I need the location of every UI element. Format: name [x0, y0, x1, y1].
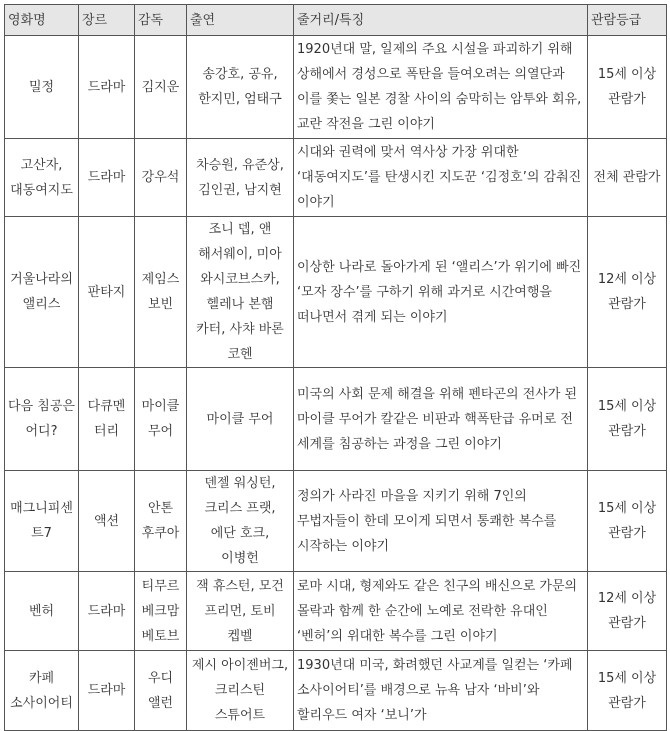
- movie-cast: 마이클 무어: [187, 368, 294, 471]
- movie-cast: 잭 휴스턴, 모건 프리먼, 토비 켑벨: [187, 572, 294, 651]
- movie-director: 강우석: [135, 139, 187, 217]
- movie-synopsis: 미국의 사회 문제 해결을 위해 펜타곤의 전사가 된 마이클 무어가 칼같은 비판과 핵폭탄급 유머로 전 세계를 침공하는 과정을 그린 이야기: [294, 368, 588, 471]
- movie-title: 벤허: [5, 572, 79, 651]
- movie-genre: 드라마: [79, 139, 135, 217]
- movie-genre: 액션: [79, 471, 135, 572]
- movie-director: 마이클 무어: [135, 368, 187, 471]
- table-row: [5, 217, 667, 368]
- table-row: [5, 368, 667, 471]
- table-row: [5, 471, 667, 572]
- movie-title: 다음 침공은 어디?: [5, 368, 79, 471]
- movie-cast: 제시 아이젠버그, 크리스틴 스튜어트: [187, 651, 294, 731]
- movie-cast: 송강호, 공유, 한지민, 엄태구: [187, 36, 294, 139]
- movie-synopsis: 1920년대 말, 일제의 주요 시설을 파괴하기 위해 상해에서 경성으로 폭탄을 들여오려는 의열단과 이를 쫓는 일본 경찰 사이의 숨막히는 암투와 회유, 교란 작전을 그린 이야기: [294, 36, 588, 139]
- movie-synopsis: 정의가 사라진 마을을 지키기 위해 7인의 무법자들이 한데 모이게 되면서 통쾌한 복수를 시작하는 이야기: [294, 471, 588, 572]
- movie-genre: 드라마: [79, 572, 135, 651]
- table-row: [5, 651, 667, 731]
- movie-synopsis: 1930년대 미국, 화려했던 사교계를 일컫는 ‘카페 소사이어티’를 배경으로 뉴욕 남자 ‘바비’와 할리우드 여자 ‘보니’가: [294, 651, 588, 731]
- movie-rating: 15세 이상 관람가: [588, 36, 667, 139]
- movie-title: 카페 소사이어티: [5, 651, 79, 731]
- movie-genre: 드라마: [79, 36, 135, 139]
- movie-title: 밀정: [5, 36, 79, 139]
- movie-rating: 전체 관람가: [588, 139, 667, 217]
- movie-rating: 15세 이상 관람가: [588, 368, 667, 471]
- movie-title: 매그니피센트7: [5, 471, 79, 572]
- movie-rating: 12세 이상 관람가: [588, 572, 667, 651]
- movie-synopsis: 이상한 나라로 돌아가게 된 ‘앨리스’가 위기에 빠진 ‘모자 장수’를 구하기 위해 과거로 시간여행을 떠나면서 겪게 되는 이야기: [294, 217, 588, 368]
- header-rating: 관람등급: [588, 5, 667, 36]
- movie-director: 우디 앨런: [135, 651, 187, 731]
- movie-genre: 판타지: [79, 217, 135, 368]
- header-row: [5, 5, 667, 36]
- movie-director: 안톤 후쿠아: [135, 471, 187, 572]
- movie-genre: 드라마: [79, 651, 135, 731]
- table-row: [5, 36, 667, 139]
- movie-rating: 15세 이상 관람가: [588, 651, 667, 731]
- movie-synopsis: 시대와 권력에 맞서 역사상 가장 위대한 ‘대동여지도’를 탄생시킨 지도꾼 ‘김정호’의 감춰진 이야기: [294, 139, 588, 217]
- header-director: 감독: [135, 5, 187, 36]
- movie-title: 고산자, 대동여지도: [5, 139, 79, 217]
- movie-synopsis: 로마 시대, 형제와도 같은 친구의 배신으로 가문의 몰락과 함께 한 순간에 노예로 전락한 유대인 ‘벤허’의 위대한 복수를 그린 이야기: [294, 572, 588, 651]
- table-row: [5, 139, 667, 217]
- header-synopsis: 줄거리/특징: [294, 5, 588, 36]
- header-genre: 장르: [79, 5, 135, 36]
- movie-cast: 덴젤 워싱턴, 크리스 프랫, 에단 호크, 이병헌: [187, 471, 294, 572]
- movie-genre: 다큐멘터리: [79, 368, 135, 471]
- movie-title: 거울나라의 앨리스: [5, 217, 79, 368]
- movie-director: 제임스 보빈: [135, 217, 187, 368]
- movie-table: [4, 4, 667, 731]
- movie-rating: 12세 이상 관람가: [588, 217, 667, 368]
- movie-rating: 15세 이상 관람가: [588, 471, 667, 572]
- movie-director: 김지운: [135, 36, 187, 139]
- movie-cast: 조니 뎁, 앤 해서웨이, 미아 와시코브스카, 헬레나 본햄 카터, 사챠 바론 코헨: [187, 217, 294, 368]
- movie-cast: 차승원, 유준상, 김인권, 남지현: [187, 139, 294, 217]
- table-row: [5, 572, 667, 651]
- header-cast: 출연: [187, 5, 294, 36]
- header-title: 영화명: [5, 5, 79, 36]
- movie-director: 티무르 베크맘베토브: [135, 572, 187, 651]
